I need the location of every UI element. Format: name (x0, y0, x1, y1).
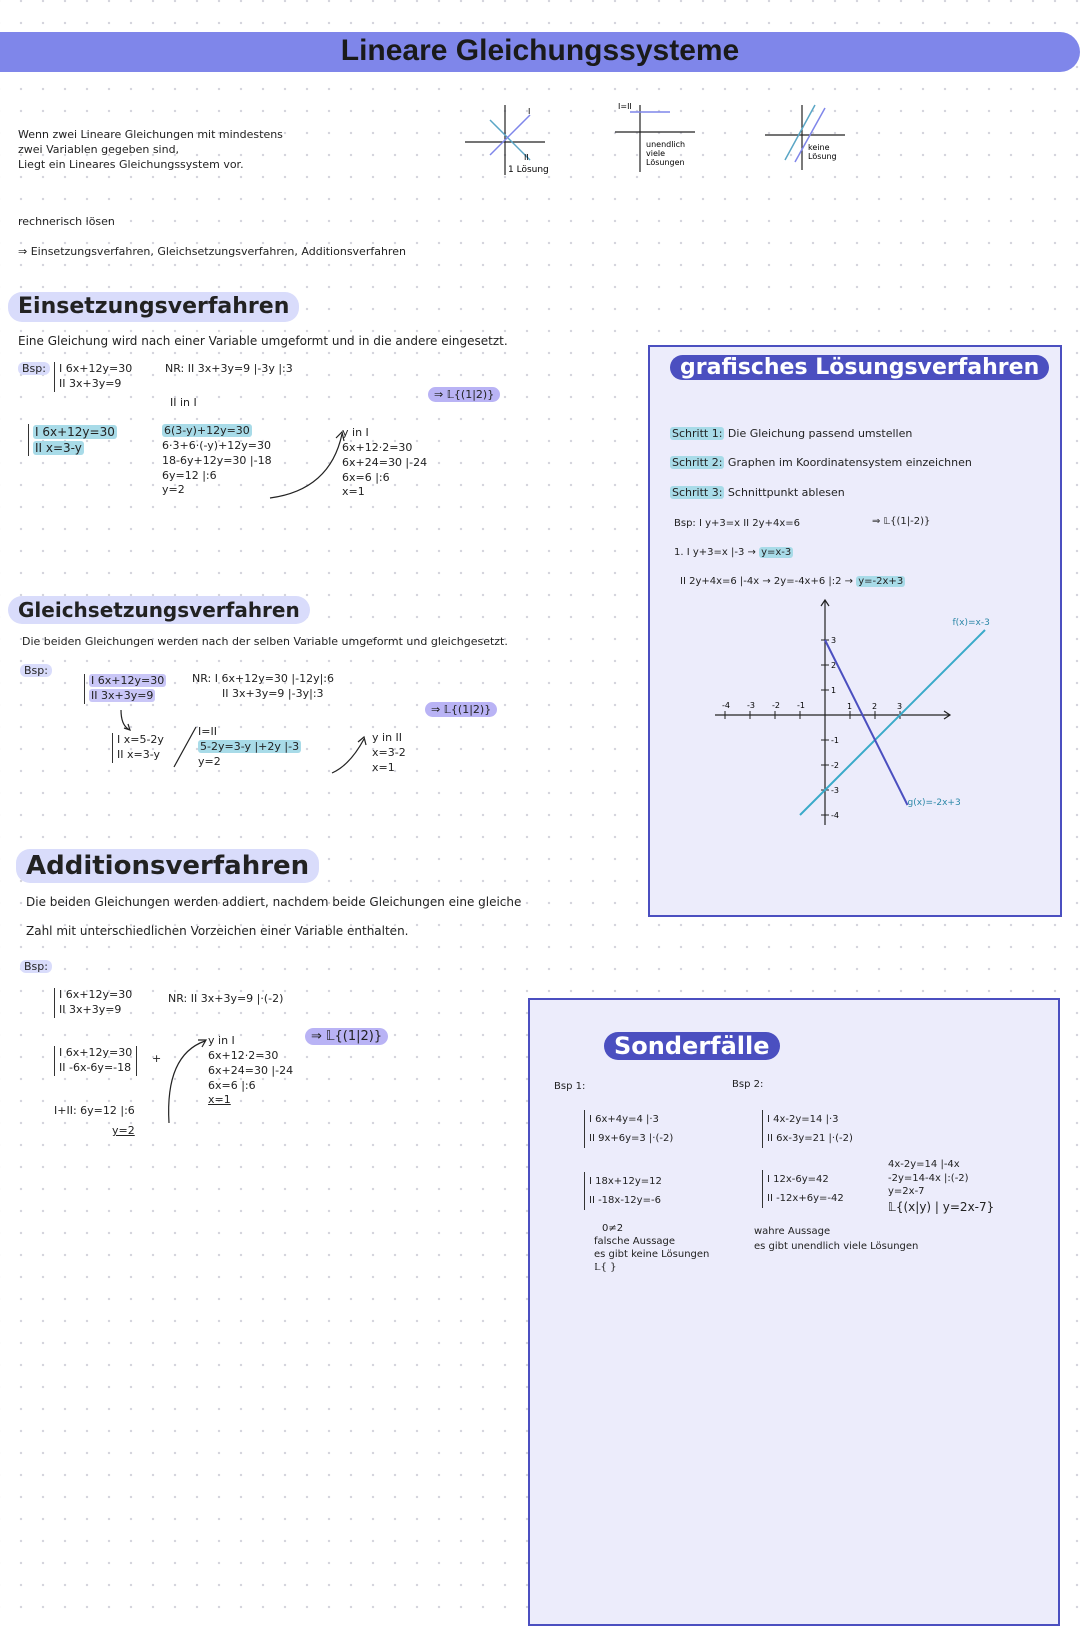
sonder-b1e4: II -18x-12y=-6 (589, 1195, 661, 1206)
grafisch-l2 (680, 575, 905, 589)
gleichsetzung-sys2: II x=3-y (117, 747, 160, 761)
einsetzung-step5: y=2 (162, 483, 185, 497)
gleichsetzung-nr1: NR: I 6x+12y=30 |-12y|:6 (192, 672, 335, 685)
gleichsetzung-nr (192, 672, 334, 702)
sonder-b2-system (762, 1110, 853, 1148)
grafisch-l1-result: y=x-3 (761, 547, 792, 558)
gleichsetzung-r0: y in II (372, 731, 403, 744)
einsetzung-sub (342, 426, 427, 500)
rechnerisch-label: rechnerisch lösen (18, 215, 115, 228)
addition-a4: x=1 (208, 1093, 231, 1107)
step2-label: Schritt 2: (672, 456, 723, 469)
grafisch-step2 (670, 456, 972, 471)
gleichsetzung-system (84, 674, 166, 704)
einsetzung-system (54, 362, 132, 392)
grafisch-heading: grafisches Lösungsverfahren (670, 355, 1049, 380)
page-title: Lineare Gleichungssysteme (340, 34, 740, 67)
addition-system (54, 988, 132, 1018)
intro-line-3: Liegt ein Lineares Gleichungssystem vor. (18, 157, 244, 171)
sonder-b2r2: es gibt unendlich viele Lösungen (754, 1241, 919, 1252)
gleichsetzung-r1: x=3-2 (372, 745, 406, 759)
label-g: g(x)=-2x+3 (907, 798, 961, 808)
step3-text: Schnittpunkt ablesen (727, 486, 845, 499)
sonder-b2e1: I 4x-2y=14 |·3 (767, 1114, 839, 1125)
sonder-b2e4: II -12x+6y=-42 (767, 1193, 844, 1204)
einsetzung-t1: 6x+12·2=30 (342, 440, 413, 454)
einsetzung-result-pill: ⇒ 𝕃{(1|2)} (428, 387, 500, 402)
x-tick-label: 3 (897, 702, 903, 711)
coordinate-system (720, 597, 1050, 867)
x-tick-label: -1 (797, 701, 805, 710)
einsetzung-t2: 6x+24=30 |-24 (342, 455, 428, 469)
einsetzung-heading: Einsetzungsverfahren (8, 292, 299, 322)
axis-label-eq: I=II (618, 102, 632, 111)
einsetzung-curve (270, 430, 350, 500)
addition-result (305, 1025, 388, 1044)
gleichsetzung-system2 (112, 733, 164, 763)
grafisch-step3 (670, 486, 845, 501)
sonder-b1r3: es gibt keine Lösungen (594, 1249, 710, 1260)
addition-eq2: II 3x+3y=9 (59, 1002, 122, 1016)
sonder-b1-system (584, 1110, 673, 1148)
sonder-b2s1: 4x-2y=14 |-4x (888, 1159, 960, 1170)
sonder-b1r4: 𝕃{ } (594, 1262, 617, 1273)
einsetzung-bsp (18, 362, 50, 377)
einsetzung-step3: 18-6y+12y=30 |-18 (162, 453, 272, 467)
gleichsetzung-result (425, 698, 497, 717)
step2-text: Graphen im Koordinatensystem einzeichnen (727, 456, 972, 469)
sonder-b1-result (594, 1222, 709, 1274)
sonder-b2e3: I 12x-6y=42 (767, 1174, 829, 1185)
addition-heading: Additionsverfahren (16, 849, 319, 883)
step1-text: Die Gleichung passend umstellen (727, 427, 913, 440)
sonder-heading: Sonderfälle (604, 1032, 780, 1060)
grafisch-l1-text: 1. I y+3=x |-3 → (674, 547, 756, 558)
addition-sum: I+II: 6y=12 |:6 (54, 1104, 135, 1117)
sonder-b2s2: -2y=14-4x |:(-2) (888, 1172, 969, 1184)
gleichsetzung-sub (372, 731, 406, 776)
gleichsetzung-g1: 5-2y=3-y |+2y |-3 (200, 739, 300, 753)
y-tick-label: 2 (831, 661, 837, 670)
gleichsetzung-r2: x=1 (372, 760, 395, 774)
gleichsetzung-bsp (20, 664, 52, 679)
gleichsetzung-eq1: I 6x+12y=30 (91, 674, 165, 687)
einsetzung-steps (162, 424, 272, 498)
addition-desc-2: Zahl mit unterschiedlichen Vorzeichen einer Variable enthalten. (26, 924, 409, 938)
gleichsetzung-g0: I=II (198, 725, 217, 738)
einsetzung-t0: y in I (342, 426, 369, 439)
sonder-b1e3: I 18x+12y=12 (589, 1176, 662, 1187)
grafisch-bsp: Bsp: I y+3=x II 2y+4x=6 (674, 518, 800, 529)
x-tick-label: 2 (872, 702, 878, 711)
y-tick-label: 1 (831, 686, 837, 695)
einsetzung-step2: 6·3+6·(-y)+12y=30 (162, 438, 272, 452)
grafisch-step1 (670, 427, 912, 442)
y-tick-label: -3 (831, 786, 839, 795)
sonder-b1e1: I 6x+4y=4 |·3 (589, 1114, 659, 1125)
inf-label-1: unendlich (646, 140, 686, 149)
addition-desc-1: Die beiden Gleichungen werden addiert, nachdem beide Gleichungen eine gleiche (26, 895, 522, 909)
gleichsetzung-heading: Gleichsetzungsverfahren (8, 596, 310, 624)
sonder-b2-result (754, 1224, 918, 1254)
line-f (800, 630, 985, 815)
addition-a3: 6x=6 |:6 (208, 1078, 256, 1092)
line-g (825, 640, 908, 805)
einsetzung-step4: 6y=12 |:6 (162, 468, 217, 482)
gleichsetzung-desc: Die beiden Gleichungen werden nach der selben Variable umgeformt und gleichgesetzt. (22, 635, 508, 648)
intro-text (18, 128, 283, 173)
addition-m1: I 6x+12y=30 (59, 1046, 133, 1059)
x-tick-label: -3 (747, 701, 755, 710)
addition-result-pill: ⇒ 𝕃{(1|2)} (305, 1028, 388, 1045)
einsetzung-t3: 6x=6 |:6 (342, 470, 390, 484)
addition-sub (208, 1034, 293, 1108)
addition-nr: NR: II 3x+3y=9 |·(-2) (168, 992, 284, 1005)
sonder-b2e2: II 6x-3y=21 |·(-2) (767, 1133, 853, 1144)
sonder-b1e2: II 9x+6y=3 |·(-2) (589, 1133, 674, 1144)
addition-a1: 6x+12·2=30 (208, 1048, 279, 1062)
none-label-1: keine (808, 143, 830, 152)
diagram-one-solution (460, 100, 550, 180)
gleichsetzung-arrow-down (118, 708, 138, 733)
grafisch-result: ⇒ 𝕃{(1|-2)} (872, 516, 931, 527)
einsetzung-system2 (28, 424, 117, 456)
grafisch-panel (648, 345, 1062, 917)
y-tick-label: -1 (831, 736, 839, 745)
sonder-b2r1: wahre Aussage (754, 1226, 831, 1237)
diagram-no-solution (760, 100, 850, 180)
rechnerisch-methods: ⇒ Einsetzungsverfahren, Gleichsetzungsverfahren, Additionsverfahren (18, 245, 406, 258)
one-solution-label: 1 Lösung (508, 165, 549, 175)
y-tick-label: 3 (831, 636, 837, 645)
diagram-infinite-solutions (610, 100, 700, 180)
gleichsetzung-bsp-label: Bsp: (20, 664, 52, 677)
axis-label-II: II (524, 153, 529, 162)
einsetzung-nr: NR: II 3x+3y=9 |-3y |:3 (165, 362, 293, 375)
einsetzung-result (428, 383, 500, 402)
gleichsetzung-curve (330, 735, 370, 775)
x-tick-label: 1 (847, 702, 853, 711)
addition-curve (165, 1035, 210, 1125)
addition-system2 (54, 1046, 137, 1076)
addition-eq1: I 6x+12y=30 (59, 988, 133, 1001)
addition-a2: 6x+24=30 |-24 (208, 1063, 294, 1077)
x-tick-label: -4 (722, 701, 730, 710)
y-tick-label: -4 (831, 811, 839, 820)
einsetzung-t4: x=1 (342, 485, 365, 499)
einsetzung-step1: 6(3-y)+12y=30 (164, 424, 250, 437)
step3-label: Schritt 3: (672, 486, 723, 499)
inf-label-2: viele (646, 149, 666, 158)
einsetzung-sys1: I 6x+12y=30 (35, 425, 115, 439)
inf-label-3: Lösungen (646, 158, 685, 167)
none-label-2: Lösung (808, 152, 837, 161)
sonder-bsp2: Bsp 2: (732, 1079, 764, 1090)
einsetzung-sys2: II x=3-y (35, 441, 82, 456)
gleichsetzung-steps (198, 725, 301, 770)
grafisch-l1 (674, 546, 793, 560)
einsetzung-bsp-label: Bsp: (18, 362, 50, 375)
sonder-panel (528, 998, 1060, 1626)
sonder-b2s4: 𝕃{(x|y) | y=2x-7} (888, 1199, 995, 1214)
gleichsetzung-result-pill: ⇒ 𝕃{(1|2)} (425, 702, 497, 717)
addition-sum-y: y=2 (112, 1124, 135, 1137)
sonder-b2s3: y=2x-7 (888, 1186, 925, 1197)
title-bar (0, 32, 1080, 72)
einsetzung-eq2: II 3x+3y=9 (59, 376, 122, 390)
grafisch-l2-result: y=-2x+3 (858, 576, 904, 587)
sonder-b1-system2 (584, 1172, 662, 1210)
x-tick-label: -2 (772, 701, 780, 710)
einsetzung-desc: Eine Gleichung wird nach einer Variable umgeformt und in die andere eingesetzt. (18, 334, 508, 348)
grafisch-l2-text: II 2y+4x=6 |-4x → 2y=-4x+6 |:2 → (680, 576, 854, 587)
gleichsetzung-sys1: I x=5-2y (117, 733, 164, 746)
addition-plus: + (152, 1052, 162, 1065)
sonder-bsp1: Bsp 1: (554, 1081, 586, 1092)
gleichsetzung-eq2: II 3x+3y=9 (91, 688, 154, 702)
label-f: f(x)=x-3 (952, 618, 990, 628)
sonder-b1r2: falsche Aussage (594, 1236, 676, 1247)
addition-m2: II -6x-6y=-18 (59, 1060, 132, 1074)
sonder-b2-system2 (762, 1170, 844, 1208)
gleichsetzung-g2: y=2 (198, 754, 221, 768)
sonder-b1r1: 0≠2 (602, 1223, 624, 1234)
intro-line-2: zwei Variablen gegeben sind, (18, 142, 180, 156)
sonder-b2-solve (888, 1158, 994, 1215)
axis-label-I: I (528, 107, 531, 116)
gleichsetzung-nr2: II 3x+3y=9 |-3y|:3 (222, 686, 324, 700)
addition-a0: y in I (208, 1034, 235, 1047)
addition-bsp-label: Bsp: (20, 960, 52, 973)
intro-line-1: Wenn zwei Lineare Gleichungen mit mindestens (18, 128, 283, 141)
step1-label: Schritt 1: (672, 427, 723, 440)
addition-bsp (20, 960, 52, 975)
einsetzung-arrow: II in I (170, 396, 197, 409)
einsetzung-eq1: I 6x+12y=30 (59, 362, 133, 375)
y-tick-label: -2 (831, 761, 839, 770)
